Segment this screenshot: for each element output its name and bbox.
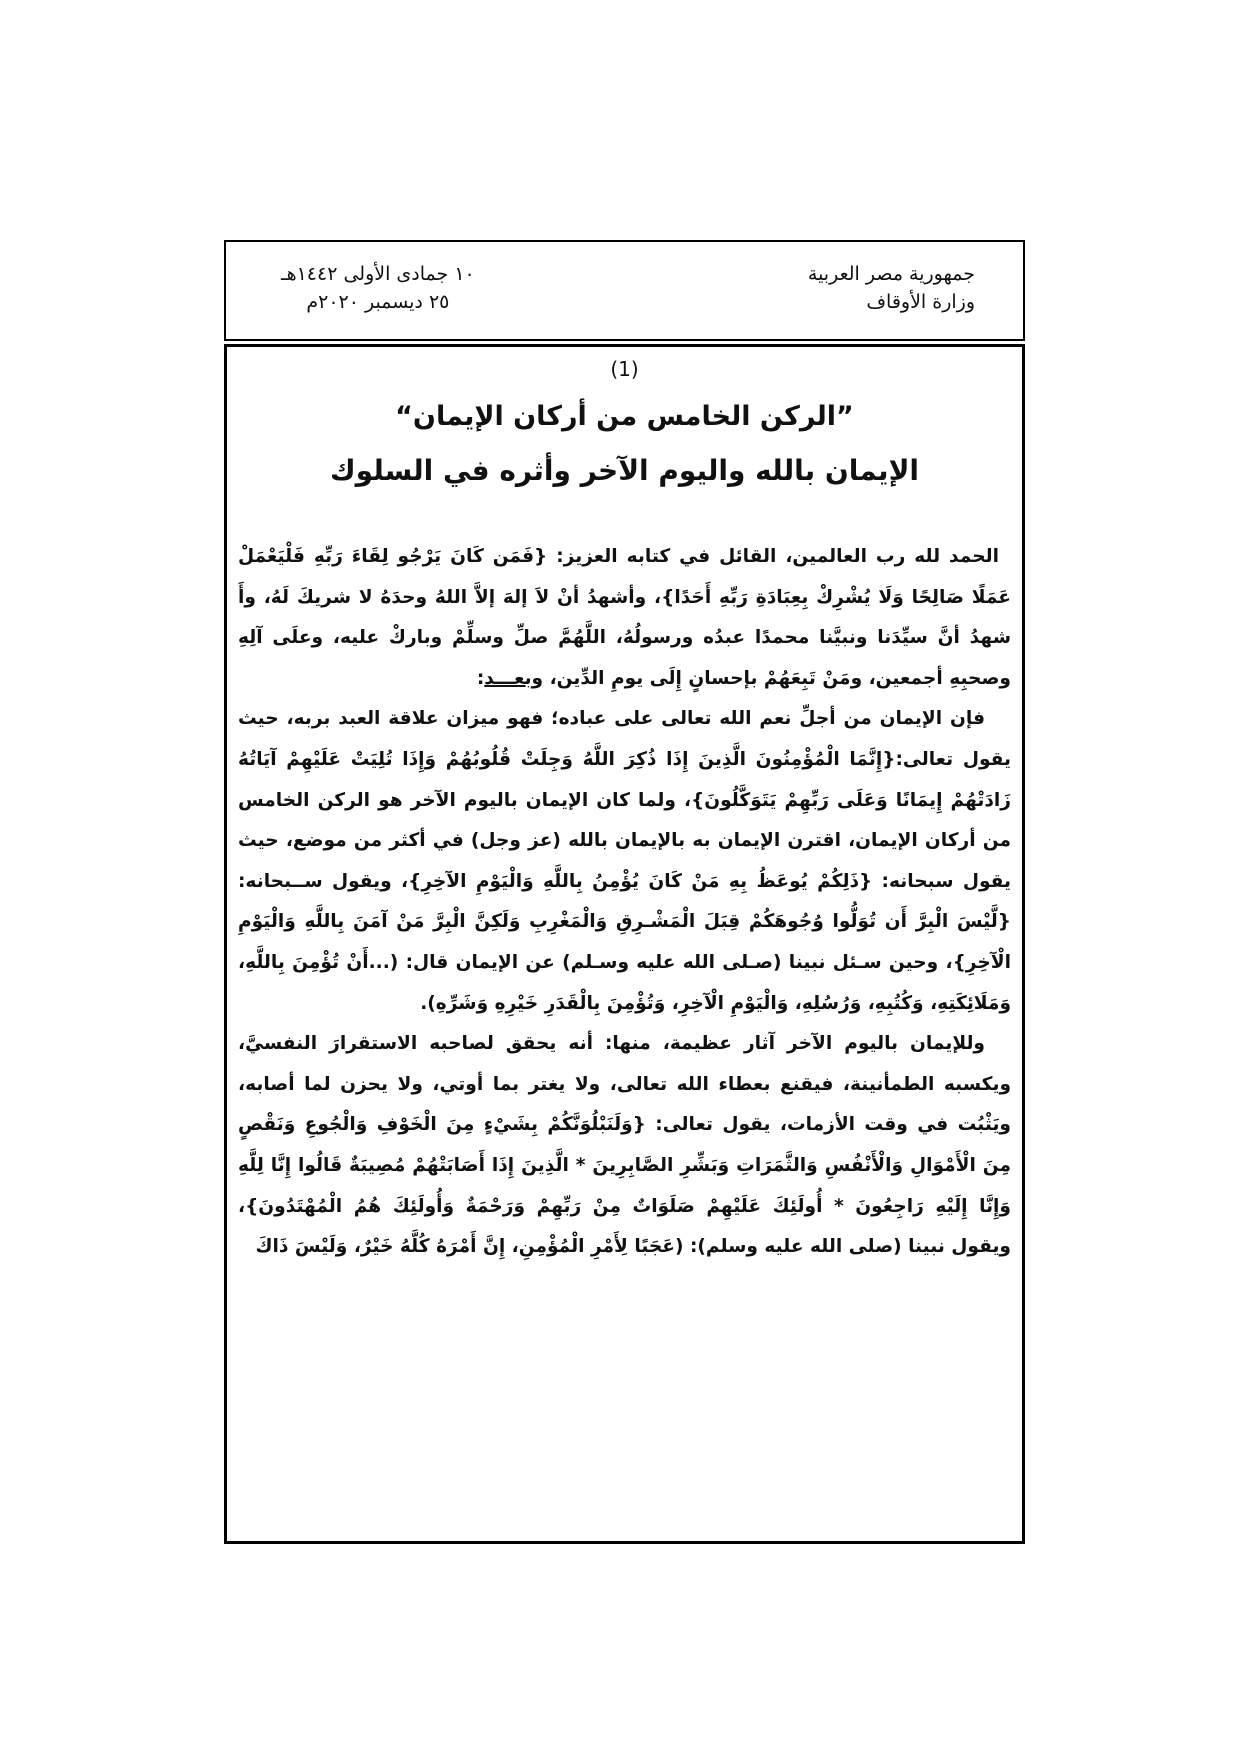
paragraph-effects: وللإيمان باليوم الآخر آثار عظيمة، منها: أنه يحقق لصاحبه الاستقرارَ النفسيَّ، ويكسبه الطمأنينة، فيقنع بعطاء الله تعالى، ولا يغتر بما أوتي، ولا يحزن لما أصابه، ويَثْبُت في وقت الأزمات، يقول تعالى: {وَلَنَبْلُوَنَّكُمْ بِشَيْءٍ مِنَ الْخَوْفِ وَالْجُوعِ وَنَقْصٍ مِنَ الْأَمْوَالِ وَالْأَنْفُسِ وَالثَّمَرَاتِ وَبَشِّرِ الصَّابِرِينَ * الَّذِينَ إِذَا أَصَابَتْهُمْ مُصِيبَةٌ قَالُوا إِنَّا لِلَّهِ وَإِنَّا إِلَيْهِ رَاجِعُونَ * أُولَئِكَ عَلَيْهِمْ صَلَوَاتٌ مِنْ رَبِّهِمْ وَرَحْمَةٌ وَأُولَئِكَ هُمُ الْمُهْتَدُونَ}، ويقول نبينا (صلى الله عليه وسلم): (عَجَبًا لِأَمْرِ الْمُؤْمِنِ، إِنَّ أَمْرَهُ كُلَّهُ خَيْرٌ، وَلَيْسَ ذَاكَ [238, 1033, 1011, 1258]
document-page [224, 240, 1025, 1544]
date-block [281, 260, 475, 316]
intro-end-mark: : [476, 667, 485, 689]
sermon-text [235, 537, 1014, 1268]
gregorian-date: ٢٥ ديسمبر ٢٠٢٠م [306, 291, 450, 313]
document-header [224, 240, 1025, 341]
intro-paragraph [238, 537, 1011, 699]
sermon-subtitle: الإيمان بالله واليوم الآخر وأثره في السلوك [329, 454, 920, 487]
hijri-date: ١٠ جمادى الأولى ١٤٤٢هـ [281, 263, 475, 285]
page-number: (1) [610, 357, 639, 381]
sermon-title: ”الركن الخامس من أركان الإيمان“ [395, 401, 854, 432]
ministry-name: وزارة الأوقاف [866, 291, 975, 313]
issuer-block [808, 260, 975, 316]
intro-lead-word: وبعـــد [484, 667, 544, 689]
intro-text: الحمد لله رب العالمين، القائل في كتابه العزيز: {فَمَن كَانَ يَرْجُو لِقَاءَ رَبِّهِ فَلْيَعْمَلْ عَمَلًا صَالِحًا وَلَا يُشْرِكْ بِعِبَادَةِ رَبِّهِ أَحَدًا}، وأشهدُ أنْ لاَ إلهَ إلاَّ اللهُ وحدَهُ لا شريكَ لَهُ، وأَ شهدُ أنَّ سيِّدَنا ونبيَّنا محمدًا عبدُه ورسولُهُ، اللَّهُمَّ صلِّ وسلِّمْ وباركْ عليه، وعلَى آلِهِ وصحبِهِ أجمعين، ومَنْ تَبِعَهُمْ بإحسانٍ إِلَى يومِ الدِّين، [238, 546, 1011, 689]
paragraph-faith: فإن الإيمان من أجلِّ نعم الله تعالى على عباده؛ فهو ميزان علاقة العبد بربه، حيث يقول تعالى:{إِنَّمَا الْمُؤْمِنُونَ الَّذِينَ إِذَا ذُكِرَ اللَّهُ وَجِلَتْ قُلُوبُهُمْ وَإِذَا تُلِيَتْ عَلَيْهِمْ آيَاتُهُ زَادَتْهُمْ إِيمَانًا وَعَلَى رَبِّهِمْ يَتَوَكَّلُونَ}، ولما كان الإيمان باليوم الآخر هو الركن الخامس من أركان الإيمان، اقترن الإيمان به بالإيمان بالله (عز وجل) في أكثر من موضع، حيث يقول سبحانه: {ذَلِكُمْ يُوعَظُ بِهِ مَنْ كَانَ يُؤْمِنُ بِاللَّهِ وَالْيَوْمِ الآخِرِ}، ويقول ســبحانه: {لَّيْسَ الْبِرَّ أَن تُوَلُّوا وُجُوهَكُمْ قِبَلَ الْمَشْـرِقِ وَالْمَغْرِبِ وَلَكِنَّ الْبِرَّ مَنْ آمَنَ بِاللَّهِ وَالْيَوْمِ الْآخِرِ}، وحين سـئل نبينا (صـلى الله عليه وسـلم) عن الإيمان قال: (...أَنْ تُؤْمِنَ بِاللَّهِ، وَمَلَائِكَتِهِ، وَكُتُبِهِ، وَرُسُلِهِ، وَالْيَوْمِ الْآخِرِ، وَتُؤْمِنَ بِالْقَدَرِ خَيْرِهِ وَشَرِّهِ). [238, 708, 1011, 1014]
country-name: جمهورية مصر العربية [807, 263, 975, 285]
sermon-body [224, 344, 1025, 1544]
